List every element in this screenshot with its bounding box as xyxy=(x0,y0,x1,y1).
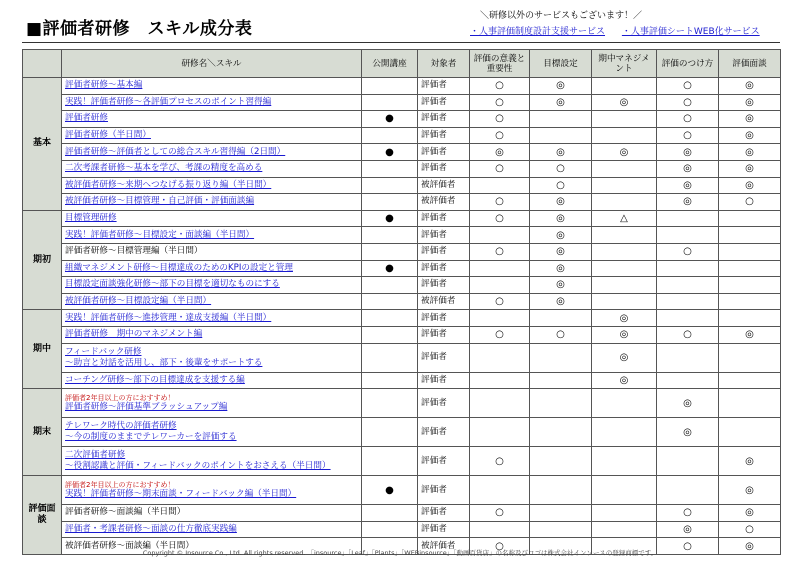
table-row xyxy=(23,277,781,294)
skill-goal-cell xyxy=(530,521,592,538)
course-name-cell[interactable] xyxy=(62,418,362,447)
skill-goal-cell: ◎ xyxy=(530,227,592,244)
target-cell: 評価者 xyxy=(418,521,470,538)
skill-goal-cell xyxy=(530,111,592,128)
skill-interview-cell: ◎ xyxy=(719,177,781,194)
skill-rating-cell xyxy=(657,277,719,294)
skill-rating-cell: ○ xyxy=(657,505,719,522)
skill-rating-cell: ◎ xyxy=(657,389,719,418)
table-row xyxy=(23,476,781,505)
skill-mid-cell: △ xyxy=(592,210,657,227)
skill-meaning-cell xyxy=(470,476,530,505)
course-link[interactable]: 評価者研修～評価者としての総合スキル習得編（2日間） xyxy=(65,146,286,157)
target-cell: 評価者 xyxy=(418,111,470,128)
course-name-cell[interactable] xyxy=(62,177,362,194)
header-course-name: 研修名＼スキル xyxy=(62,50,362,78)
public-course-mark xyxy=(362,310,418,327)
skill-rating-cell: ◎ xyxy=(657,418,719,447)
skill-mid-cell xyxy=(592,521,657,538)
course-name-cell[interactable] xyxy=(62,521,362,538)
table-row xyxy=(23,144,781,161)
skill-meaning-cell xyxy=(470,310,530,327)
skill-mid-cell xyxy=(592,293,657,310)
category-interview: 評価面談 xyxy=(23,476,62,555)
header-row xyxy=(23,50,781,78)
skill-meaning-cell: ○ xyxy=(470,160,530,177)
skill-rating-cell: ○ xyxy=(657,538,719,555)
skill-goal-cell: ◎ xyxy=(530,260,592,277)
public-course-mark xyxy=(362,343,418,372)
target-cell: 評価者 xyxy=(418,243,470,260)
skill-interview-cell xyxy=(719,227,781,244)
course-link[interactable]: ～今の制度のままでテレワーカーを評価する xyxy=(65,432,237,443)
target-cell: 評価者 xyxy=(418,310,470,327)
course-name: 評価者研修～目標管理編（半日間） xyxy=(65,246,203,257)
skill-goal-cell: ◎ xyxy=(530,94,592,111)
skill-meaning-cell xyxy=(470,177,530,194)
course-name-cell xyxy=(62,243,362,260)
skill-mid-cell xyxy=(592,277,657,294)
table-row xyxy=(23,160,781,177)
skill-meaning-cell: ○ xyxy=(470,94,530,111)
skill-interview-cell: ◎ xyxy=(719,505,781,522)
course-link[interactable]: 組織マネジメント研修～目標達成のためのKPIの設定と管理 xyxy=(65,262,293,273)
course-name-cell[interactable] xyxy=(62,372,362,389)
course-name-cell[interactable] xyxy=(62,260,362,277)
services-box xyxy=(470,8,790,37)
course-link[interactable]: 評価者・考課者研修～面談の仕方徹底実践編 xyxy=(65,523,237,534)
skill-meaning-cell xyxy=(470,372,530,389)
category-end: 期末 xyxy=(23,389,62,476)
skill-meaning-cell xyxy=(470,389,530,418)
course-name-cell[interactable] xyxy=(62,277,362,294)
skill-interview-cell xyxy=(719,260,781,277)
public-course-mark xyxy=(362,194,418,211)
page-title: ■評価者研修 スキル成分表 xyxy=(26,19,253,39)
skill-meaning-cell: ○ xyxy=(470,243,530,260)
table-row xyxy=(23,227,781,244)
target-cell: 評価者 xyxy=(418,227,470,244)
skill-rating-cell: ○ xyxy=(657,94,719,111)
course-name-cell[interactable] xyxy=(62,389,362,418)
course-link[interactable]: 二次評価者研修 xyxy=(65,450,126,461)
course-name-cell[interactable] xyxy=(62,127,362,144)
skill-goal-cell xyxy=(530,372,592,389)
skill-meaning-cell: ○ xyxy=(470,210,530,227)
skill-mid-cell xyxy=(592,177,657,194)
target-cell: 評価者 xyxy=(418,260,470,277)
course-name-cell[interactable] xyxy=(62,210,362,227)
skill-mid-cell xyxy=(592,476,657,505)
course-link[interactable]: 目標設定面談強化研修～部下の目標を適切なものにする xyxy=(65,279,280,290)
course-link[interactable]: 評価者研修（半日間） xyxy=(65,130,151,141)
skill-mid-cell xyxy=(592,78,657,95)
skill-rating-cell: ○ xyxy=(657,243,719,260)
skill-rating-cell xyxy=(657,476,719,505)
skill-interview-cell: ◎ xyxy=(719,111,781,128)
skill-meaning-cell: ○ xyxy=(470,447,530,476)
skill-interview-cell: ◎ xyxy=(719,476,781,505)
course-name-cell[interactable] xyxy=(62,476,362,505)
skill-rating-cell: ○ xyxy=(657,78,719,95)
skill-meaning-cell: ○ xyxy=(470,111,530,128)
course-link[interactable]: 実践！評価者研修～期末面談・フィードバック編（半日間） xyxy=(65,488,297,499)
course-link[interactable]: 二次考課者研修～基本を学び、考課の精度を高める xyxy=(65,163,263,174)
skill-rating-cell xyxy=(657,447,719,476)
table-row xyxy=(23,94,781,111)
category-mid: 期中 xyxy=(23,310,62,389)
table-row xyxy=(23,343,781,372)
skill-meaning-cell: ○ xyxy=(470,194,530,211)
skill-interview-cell xyxy=(719,343,781,372)
skill-interview-cell: ○ xyxy=(719,521,781,538)
header-target: 対象者 xyxy=(418,50,470,78)
skill-goal-cell xyxy=(530,476,592,505)
skill-goal-cell: ◎ xyxy=(530,144,592,161)
copyright: Copyright © Insource Co., Ltd. All rights reserved. 「insource」「Leaf」「Plants」「WEBinsource」「動画百貨店」の名称及びロゴは株式会社インソースの登録商標です。 xyxy=(142,549,658,557)
target-cell: 評価者 xyxy=(418,277,470,294)
course-name: 被評価者研修～面談編（半日間） xyxy=(65,540,194,551)
skill-meaning-cell xyxy=(470,418,530,447)
public-course-mark xyxy=(362,389,418,418)
skill-goal-cell xyxy=(530,447,592,476)
hr-system-design-link[interactable]: ・人事評価制度設計支援サービス xyxy=(470,27,606,37)
skill-mid-cell xyxy=(592,418,657,447)
course-name-cell[interactable] xyxy=(62,111,362,128)
target-cell: 評価者 xyxy=(418,476,470,505)
skill-meaning-cell: ○ xyxy=(470,505,530,522)
target-cell: 評価者 xyxy=(418,418,470,447)
skill-interview-cell: ◎ xyxy=(719,127,781,144)
skill-mid-cell: ◎ xyxy=(592,343,657,372)
skill-rating-cell: ◎ xyxy=(657,160,719,177)
skill-goal-cell xyxy=(530,310,592,327)
public-course-mark xyxy=(362,78,418,95)
public-course-mark xyxy=(362,505,418,522)
skill-mid-cell: ◎ xyxy=(592,310,657,327)
skill-meaning-cell: ○ xyxy=(470,326,530,343)
header-goal: 目標設定 xyxy=(530,50,592,78)
skill-rating-cell: ○ xyxy=(657,111,719,128)
course-link[interactable]: 評価者研修 期中のマネジメント編 xyxy=(65,329,203,340)
target-cell: 評価者 xyxy=(418,78,470,95)
header-rating: 評価のつけ方 xyxy=(657,50,719,78)
skill-goal-cell: ◎ xyxy=(530,293,592,310)
header-meaning: 評価の意義と重要性 xyxy=(470,50,530,78)
skill-meaning-cell: ◎ xyxy=(470,144,530,161)
evaluation-sheet-web-link[interactable]: ・人事評価シートWEB化サービス xyxy=(621,27,760,37)
table-row xyxy=(23,372,781,389)
course-link[interactable]: フィードバック研修 xyxy=(65,346,142,357)
skill-interview-cell: ◎ xyxy=(719,144,781,161)
skill-meaning-cell xyxy=(470,260,530,277)
table-row xyxy=(23,260,781,277)
public-course-mark xyxy=(362,177,418,194)
skill-interview-cell: ◎ xyxy=(719,160,781,177)
skill-interview-cell xyxy=(719,372,781,389)
skill-table xyxy=(22,49,781,555)
table-row xyxy=(23,78,781,95)
skill-interview-cell xyxy=(719,243,781,260)
title-rule xyxy=(22,42,780,43)
skill-interview-cell xyxy=(719,293,781,310)
skill-goal-cell: ◎ xyxy=(530,210,592,227)
public-course-mark xyxy=(362,418,418,447)
course-link[interactable]: 目標管理研修 xyxy=(65,213,117,224)
course-link[interactable]: テレワーク時代の評価者研修 xyxy=(65,421,177,432)
course-name-cell[interactable] xyxy=(62,310,362,327)
public-course-mark xyxy=(362,372,418,389)
course-name-cell[interactable] xyxy=(62,447,362,476)
course-name-cell[interactable] xyxy=(62,144,362,161)
target-cell: 評価者 xyxy=(418,210,470,227)
header-midterm: 期中マネジメント xyxy=(592,50,657,78)
table-row xyxy=(23,210,781,227)
skill-goal-cell: ◎ xyxy=(530,277,592,294)
target-cell: 被評価者 xyxy=(418,177,470,194)
skill-mid-cell: ◎ xyxy=(592,372,657,389)
skill-rating-cell xyxy=(657,343,719,372)
skill-rating-cell xyxy=(657,227,719,244)
skill-interview-cell: ◎ xyxy=(719,326,781,343)
course-name-cell[interactable] xyxy=(62,227,362,244)
skill-interview-cell xyxy=(719,389,781,418)
skill-goal-cell: ◎ xyxy=(530,243,592,260)
target-cell: 評価者 xyxy=(418,144,470,161)
skill-meaning-cell xyxy=(470,343,530,372)
course-name-cell[interactable] xyxy=(62,160,362,177)
skill-mid-cell xyxy=(592,243,657,260)
target-cell: 被評価者 xyxy=(418,538,470,555)
table-row xyxy=(23,505,781,522)
skill-interview-cell xyxy=(719,277,781,294)
skill-mid-cell: ◎ xyxy=(592,94,657,111)
skill-meaning-cell xyxy=(470,521,530,538)
public-course-mark xyxy=(362,243,418,260)
skill-rating-cell: ◎ xyxy=(657,144,719,161)
skill-meaning-cell: ○ xyxy=(470,78,530,95)
skill-meaning-cell: ○ xyxy=(470,538,530,555)
table-row xyxy=(23,418,781,447)
target-cell: 評価者 xyxy=(418,447,470,476)
skill-interview-cell xyxy=(719,418,781,447)
public-course-mark: ● xyxy=(362,111,418,128)
table-row xyxy=(23,310,781,327)
course-link[interactable]: 被評価者研修～目標管理・自己評価・評価面談編 xyxy=(65,196,255,207)
skill-interview-cell xyxy=(719,210,781,227)
target-cell: 評価者 xyxy=(418,127,470,144)
course-link[interactable]: 実践！評価者研修～進捗管理・達成支援編（半日間） xyxy=(65,312,272,323)
table-row xyxy=(23,389,781,418)
course-link[interactable]: 被評価者研修～目標設定編（半日間） xyxy=(65,296,212,307)
course-link[interactable]: ～助言と対話を活用し、部下・後輩をサポートする xyxy=(65,357,263,368)
table-row xyxy=(23,293,781,310)
target-cell: 被評価者 xyxy=(418,293,470,310)
course-name-cell xyxy=(62,505,362,522)
recommend-note: 評価者2年目以上の方におすすめ！ xyxy=(65,480,175,489)
course-link[interactable]: 被評価者研修～来期へつなげる振り返り編（半日間） xyxy=(65,179,272,190)
skill-goal-cell xyxy=(530,127,592,144)
course-link[interactable]: ～役割認識と評価・フィードバックのポイントをおさえる（半日間） xyxy=(65,461,331,472)
public-course-mark xyxy=(362,94,418,111)
skill-meaning-cell: ○ xyxy=(470,127,530,144)
table-row xyxy=(23,194,781,211)
skill-interview-cell: ◎ xyxy=(719,94,781,111)
category-early: 期初 xyxy=(23,210,62,310)
public-course-mark: ● xyxy=(362,210,418,227)
public-course-mark: ● xyxy=(362,260,418,277)
course-name-cell[interactable] xyxy=(62,293,362,310)
skill-rating-cell xyxy=(657,210,719,227)
public-course-mark xyxy=(362,277,418,294)
services-note: ＼研修以外のサービスもございます！／ xyxy=(480,11,643,21)
skill-mid-cell xyxy=(592,227,657,244)
table-row xyxy=(23,243,781,260)
target-cell: 評価者 xyxy=(418,94,470,111)
table-row xyxy=(23,127,781,144)
public-course-mark: ● xyxy=(362,476,418,505)
public-course-mark xyxy=(362,326,418,343)
skill-meaning-cell xyxy=(470,277,530,294)
course-link[interactable]: 評価者研修 xyxy=(65,113,108,124)
public-course-mark xyxy=(362,293,418,310)
skill-meaning-cell: ○ xyxy=(470,293,530,310)
skill-mid-cell xyxy=(592,505,657,522)
skill-interview-cell: ◎ xyxy=(719,78,781,95)
public-course-mark: ● xyxy=(362,144,418,161)
skill-interview-cell: ◎ xyxy=(719,538,781,555)
skill-mid-cell xyxy=(592,160,657,177)
course-name-cell[interactable] xyxy=(62,94,362,111)
skill-goal-cell xyxy=(530,505,592,522)
skill-goal-cell: ○ xyxy=(530,160,592,177)
table-row xyxy=(23,447,781,476)
skill-mid-cell xyxy=(592,194,657,211)
target-cell: 評価者 xyxy=(418,160,470,177)
skill-goal-cell: ○ xyxy=(530,326,592,343)
skill-goal-cell xyxy=(530,418,592,447)
skill-meaning-cell xyxy=(470,227,530,244)
table-row xyxy=(23,111,781,128)
course-link[interactable]: 実践！評価者研修～各評価プロセスのポイント習得編 xyxy=(65,96,272,107)
public-course-mark xyxy=(362,227,418,244)
target-cell: 評価者 xyxy=(418,343,470,372)
skill-goal-cell xyxy=(530,343,592,372)
target-cell: 評価者 xyxy=(418,326,470,343)
course-name-cell[interactable] xyxy=(62,194,362,211)
skill-rating-cell: ◎ xyxy=(657,521,719,538)
skill-mid-cell xyxy=(592,260,657,277)
course-name-cell[interactable] xyxy=(62,326,362,343)
target-cell: 評価者 xyxy=(418,505,470,522)
public-course-mark xyxy=(362,521,418,538)
skill-mid-cell: ◎ xyxy=(592,144,657,161)
skill-interview-cell xyxy=(719,310,781,327)
skill-goal-cell: ○ xyxy=(530,177,592,194)
course-link[interactable]: コーチング研修～部下の目標達成を支援する編 xyxy=(65,374,245,385)
public-course-mark xyxy=(362,127,418,144)
skill-rating-cell xyxy=(657,372,719,389)
public-course-mark xyxy=(362,160,418,177)
skill-goal-cell: ◎ xyxy=(530,78,592,95)
course-name-cell[interactable] xyxy=(62,343,362,372)
table-row xyxy=(23,326,781,343)
skill-rating-cell xyxy=(657,310,719,327)
target-cell: 評価者 xyxy=(418,389,470,418)
skill-mid-cell xyxy=(592,389,657,418)
skill-interview-cell: ◎ xyxy=(719,447,781,476)
services-links xyxy=(470,24,790,37)
skill-mid-cell: ◎ xyxy=(592,326,657,343)
course-name-cell[interactable] xyxy=(62,78,362,95)
skill-interview-cell: ○ xyxy=(719,194,781,211)
target-cell: 評価者 xyxy=(418,372,470,389)
table-row xyxy=(23,521,781,538)
skill-mid-cell xyxy=(592,111,657,128)
skill-mid-cell xyxy=(592,447,657,476)
skill-rating-cell: ○ xyxy=(657,326,719,343)
target-cell: 被評価者 xyxy=(418,194,470,211)
header-public: 公開講座 xyxy=(362,50,418,78)
skill-goal-cell: ◎ xyxy=(530,194,592,211)
skill-rating-cell: ◎ xyxy=(657,194,719,211)
skill-mid-cell xyxy=(592,127,657,144)
skill-rating-cell xyxy=(657,260,719,277)
table-row xyxy=(23,177,781,194)
skill-goal-cell xyxy=(530,389,592,418)
recommend-note: 評価者2年目以上の方におすすめ！ xyxy=(65,393,175,402)
course-name: 評価者研修～面談編（半日間） xyxy=(65,507,186,518)
course-link[interactable]: 実践！評価者研修～目標設定・面談編（半日間） xyxy=(65,229,255,240)
header-interview: 評価面談 xyxy=(719,50,781,78)
course-link[interactable]: 評価者研修～基本編 xyxy=(65,80,143,91)
skill-rating-cell: ○ xyxy=(657,127,719,144)
skill-rating-cell: ◎ xyxy=(657,177,719,194)
course-link[interactable]: 評価者研修～評価基準ブラッシュアップ編 xyxy=(65,401,228,412)
skill-rating-cell xyxy=(657,293,719,310)
public-course-mark xyxy=(362,447,418,476)
header-category-blank xyxy=(23,50,62,78)
category-basic: 基本 xyxy=(23,78,62,211)
